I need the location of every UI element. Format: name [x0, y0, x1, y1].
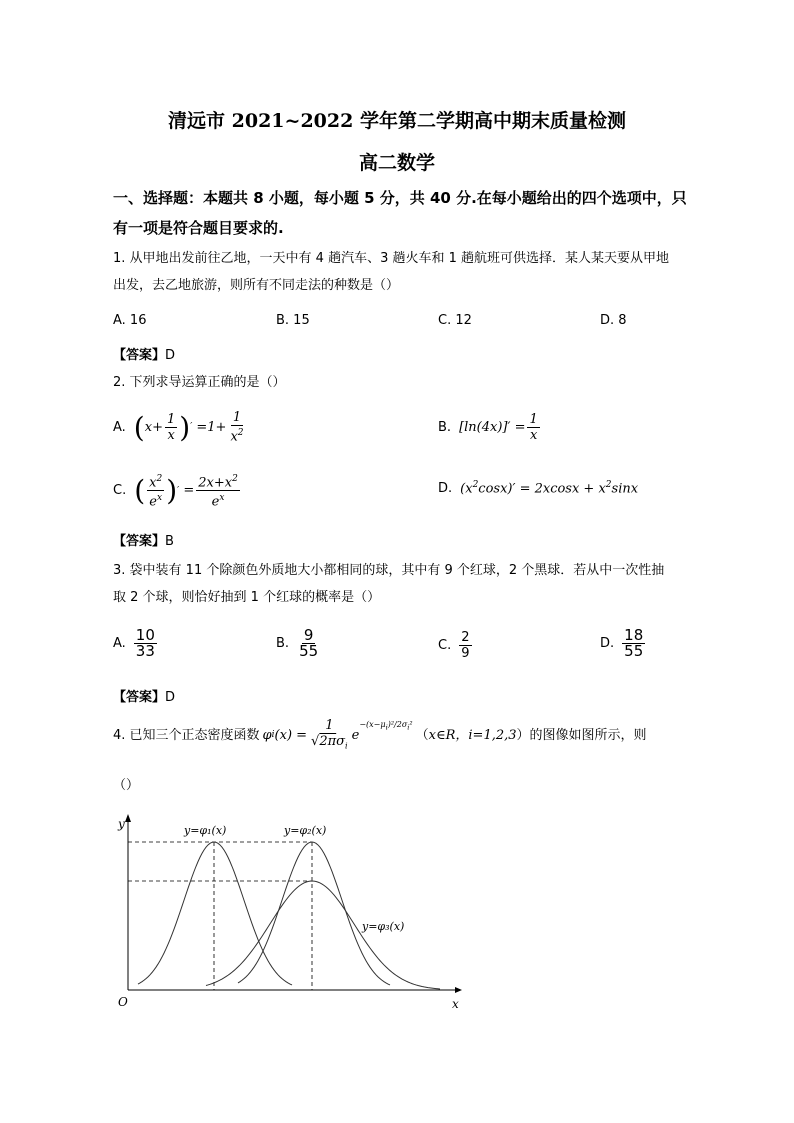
q3-option-b: [276, 628, 322, 659]
curve-phi2-label: y=φ₂(x): [284, 824, 327, 837]
answer-value: D: [165, 348, 176, 363]
q4-condition: x∈R，i=1,2,3: [428, 728, 517, 744]
q3-option-d: [600, 628, 647, 659]
q1-option-a: A. 16: [113, 313, 147, 328]
denominator: 55: [624, 642, 644, 660]
numerator: 9: [303, 626, 314, 644]
curve-phi1: [138, 842, 292, 985]
fraction: [134, 628, 157, 659]
option-label: D.: [438, 480, 453, 496]
numerator: 18: [624, 626, 644, 644]
x-axis-label: x: [452, 997, 459, 1011]
formula-a: ( x+ $\frac{1}{x}$ ) ′ =1+ $\frac{1}{x^2}$: [133, 410, 244, 445]
curve-phi1-label: y=φ₁(x): [184, 824, 227, 837]
fraction: [297, 628, 320, 659]
formula-b: [ln(4x)]′ = $\frac{1}{x}$: [459, 412, 538, 443]
q2-option-c: [113, 472, 242, 510]
q1-option-b: B. 15: [276, 313, 310, 328]
curve-phi2: [238, 842, 390, 985]
answer-tag: 【答案】: [113, 690, 166, 705]
section-heading-line1: 一、选择题：本题共 8 小题，每小题 5 分，共 40 分.在每小题给出的四个选项中，只: [113, 189, 687, 207]
question-1-line2: 出发，去乙地旅游，则所有不同走法的种数是（）: [113, 278, 400, 293]
option-label: A.: [113, 419, 126, 435]
q2-option-d: [438, 480, 638, 496]
x-axis-arrow-icon: [455, 987, 462, 993]
page-title: 清远市 2021~2022 学年第二学期高中期末质量检测: [168, 110, 626, 132]
q3-option-c: [438, 630, 474, 661]
numerator: 2: [461, 630, 470, 645]
q4-suffix: （: [415, 728, 429, 744]
option-label: B.: [276, 636, 290, 651]
option-label: B.: [438, 420, 452, 435]
q1-option-d: D. 8: [600, 313, 627, 328]
answer-tag: 【答案】: [113, 348, 166, 363]
question-3-line2: 取 2 个球，则恰好抽到 1 个红球的概率是（）: [113, 590, 381, 605]
question-3: [113, 557, 703, 611]
option-label: C.: [438, 638, 452, 653]
q3-answer: [113, 686, 175, 705]
denominator: 33: [135, 642, 155, 660]
q2-option-b: [438, 412, 542, 443]
fraction: [459, 630, 471, 661]
q2-answer: [113, 530, 174, 549]
denominator: 9: [461, 646, 470, 661]
q4-tail: ）的图像如图所示，则: [516, 728, 647, 744]
q4-prefix: 4. 已知三个正态密度函数: [113, 728, 260, 744]
normal-curves-graph: [110, 812, 470, 1017]
option-label: A.: [113, 636, 126, 651]
q2-option-a: [113, 410, 248, 444]
q1-answer: [113, 344, 175, 363]
answer-value: D: [165, 690, 176, 705]
numerator: 10: [135, 626, 155, 644]
y-axis-label: y: [118, 817, 125, 831]
curve-phi3: [206, 881, 440, 989]
question-1: [113, 245, 703, 299]
question-3-line1: 3. 袋中装有 11 个除颜色外质地大小都相同的球，其中有 9 个红球，2 个黑球．若从中一次性抽: [113, 563, 665, 578]
q1-option-c: C. 12: [438, 313, 472, 328]
question-4-line1: [113, 718, 703, 754]
answer-tag: 【答案】: [113, 534, 166, 549]
section-heading: [113, 183, 703, 243]
formula-c: ( $\frac{x^2}{e^x}$ ) ′ = $\frac{2x+x^2}{e^x}$: [134, 474, 238, 510]
y-axis-arrow-icon: [125, 814, 131, 822]
normal-density-formula: φ i (x) = $\frac{1}{√2\pi\sigma_i}$ e $^{-(x-\mu_i )^2/2\sigma_i ^2}$: [262, 718, 413, 751]
question-2-stem: 2. 下列求导运算正确的是（）: [113, 375, 286, 390]
q3-option-a: [113, 628, 159, 659]
curve-phi3-label: y=φ₃(x): [362, 920, 405, 933]
option-label: D.: [600, 636, 615, 651]
question-4-line2: （）: [113, 778, 140, 793]
fraction: [622, 628, 645, 659]
origin-label: O: [118, 995, 128, 1009]
section-heading-line2: 有一项是符合题目要求的.: [113, 219, 284, 237]
question-1-line1: 1. 从甲地出发前往乙地，一天中有 4 趟汽车、3 趟火车和 1 趟航班可供选择．某人某天要从甲地: [113, 251, 670, 266]
answer-value: B: [165, 534, 174, 549]
page-subtitle: 高二数学: [358, 152, 435, 174]
denominator: 55: [299, 642, 319, 660]
option-label: C.: [113, 483, 127, 499]
formula-d: $(x^2\cos x)' = 2xcosx + x^2\sin x$: [460, 480, 639, 497]
